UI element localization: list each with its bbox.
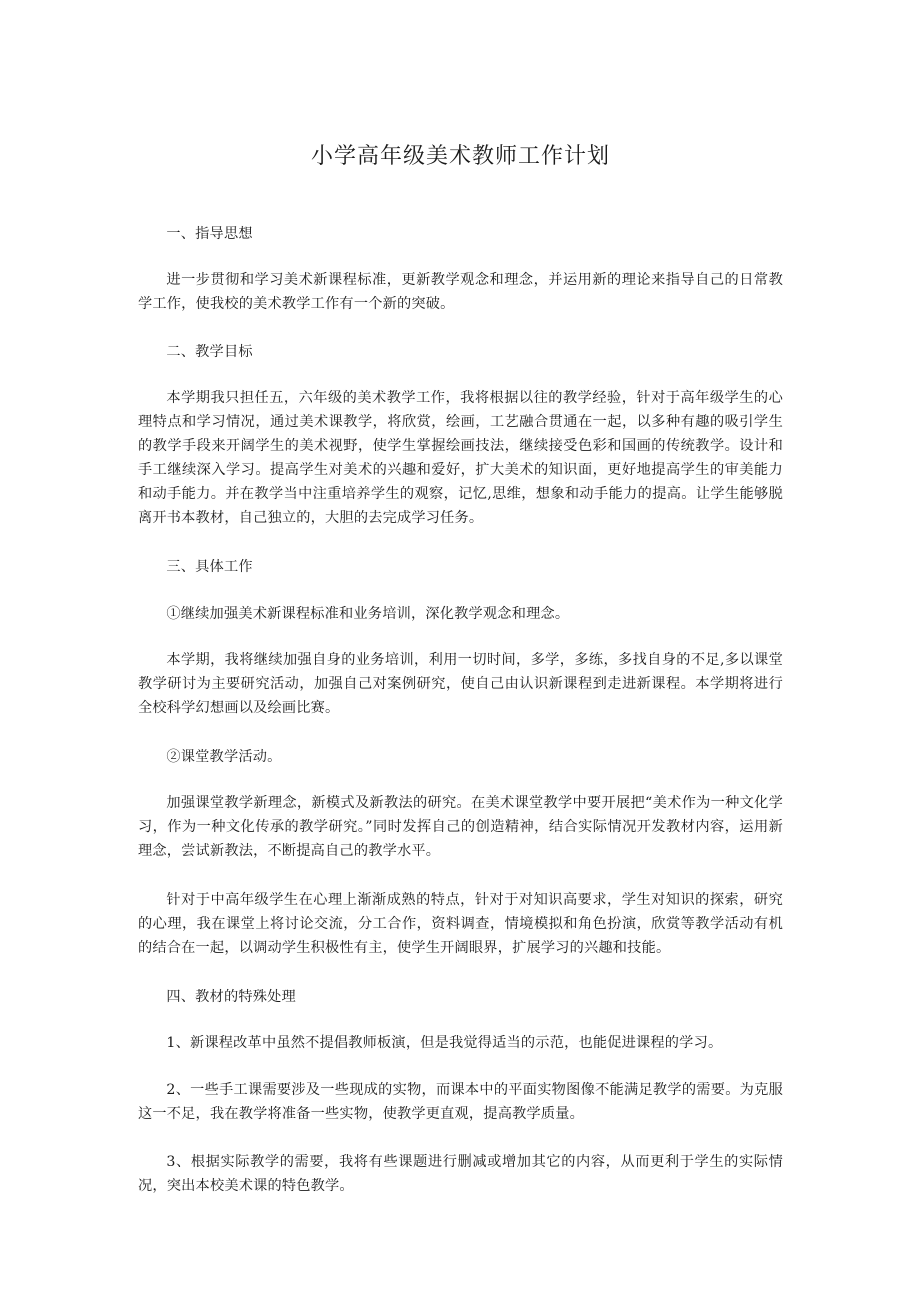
section-heading-guiding-ideas: 一、指导思想 <box>166 226 253 242</box>
paragraph-textbook-item-2: 2、一些手工课需要涉及一些现成的实物，而课本中的平面实物图像不能满足教学的需要。为克服这一不足，我在教学将准备一些实物，使教学更直观，提高教学质量。 <box>138 1082 783 1122</box>
section-heading-textbook-handling: 四、教材的特殊处理 <box>166 989 296 1005</box>
paragraph-textbook-item-1: 1、新课程改革中虽然不提倡教师板演，但是我觉得适当的示范，也能促进课程的学习。 <box>166 1035 723 1051</box>
work-item-1: ①继续加强美术新课程标准和业务培训，深化教学观念和理念。 <box>166 606 570 622</box>
paragraph-work-training: 本学期，我将继续加强自身的业务培训，利用一切时间，多学，多练，多找自身的不足,多以课堂教学研讨为主要研究活动，加强自己对案例研究，使自己由认识新课程到走进新课程。本学期将进行全校科学幻想画以及绘画比赛。 <box>138 652 783 716</box>
section-heading-specific-work: 三、具体工作 <box>166 559 253 575</box>
paragraph-classroom-research: 加强课堂教学新理念，新模式及新教法的研究。在美术课堂教学中要开展把“美术作为一种文化学习，作为一种文化传承的教学研究。”同时发挥自己的创造精神，结合实际情况开发教材内容，运用新理念，尝试新教法，不断提高自己的教学水平。 <box>138 795 783 859</box>
paragraph-guiding-ideas: 进一步贯彻和学习美术新课程标准，更新教学观念和理念，并运用新的理论来指导自己的日常教学工作，使我校的美术教学工作有一个新的突破。 <box>138 272 783 312</box>
document-title: 小学高年级美术教师工作计划 <box>310 144 610 169</box>
paragraph-textbook-item-3: 3、根据实际教学的需要，我将有些课题进行删减或增加其它的内容，从而更利于学生的实际情况，突出本校美术课的特色教学。 <box>138 1154 783 1194</box>
work-item-2: ②课堂教学活动。 <box>166 749 282 765</box>
paragraph-classroom-activities: 针对于中高年级学生在心理上渐渐成熟的特点，针对于对知识高要求，学生对知识的探索，研究的心理，我在课堂上将讨论交流，分工合作，资料调查，情境模拟和角色扮演，欣赏等教学活动有机的结合在一起，以调动学生积极性有主，使学生开阔眼界，扩展学习的兴趣和技能。 <box>138 892 783 956</box>
paragraph-teaching-goals: 本学期我只担任五，六年级的美术教学工作，我将根据以往的教学经验，针对于高年级学生的心理特点和学习情况，通过美术课教学，将欣赏，绘画，工艺融合贯通在一起，以多种有趣的吸引学生的教学手段来开阔学生的美术视野，使学生掌握绘画技法，继续接受色彩和国画的传统教学。设计和手工继续深入学习。提高学生对美术的兴趣和爱好，扩大美术的知识面，更好地提高学生的审美能力和动手能力。并在教学当中注重培养学生的观察，记忆,思维，想象和动手能力的提高。让学生能够脱离开书本教材，自己独立的，大胆的去完成学习任务。 <box>138 390 783 526</box>
section-heading-teaching-goals: 二、教学目标 <box>166 344 253 360</box>
